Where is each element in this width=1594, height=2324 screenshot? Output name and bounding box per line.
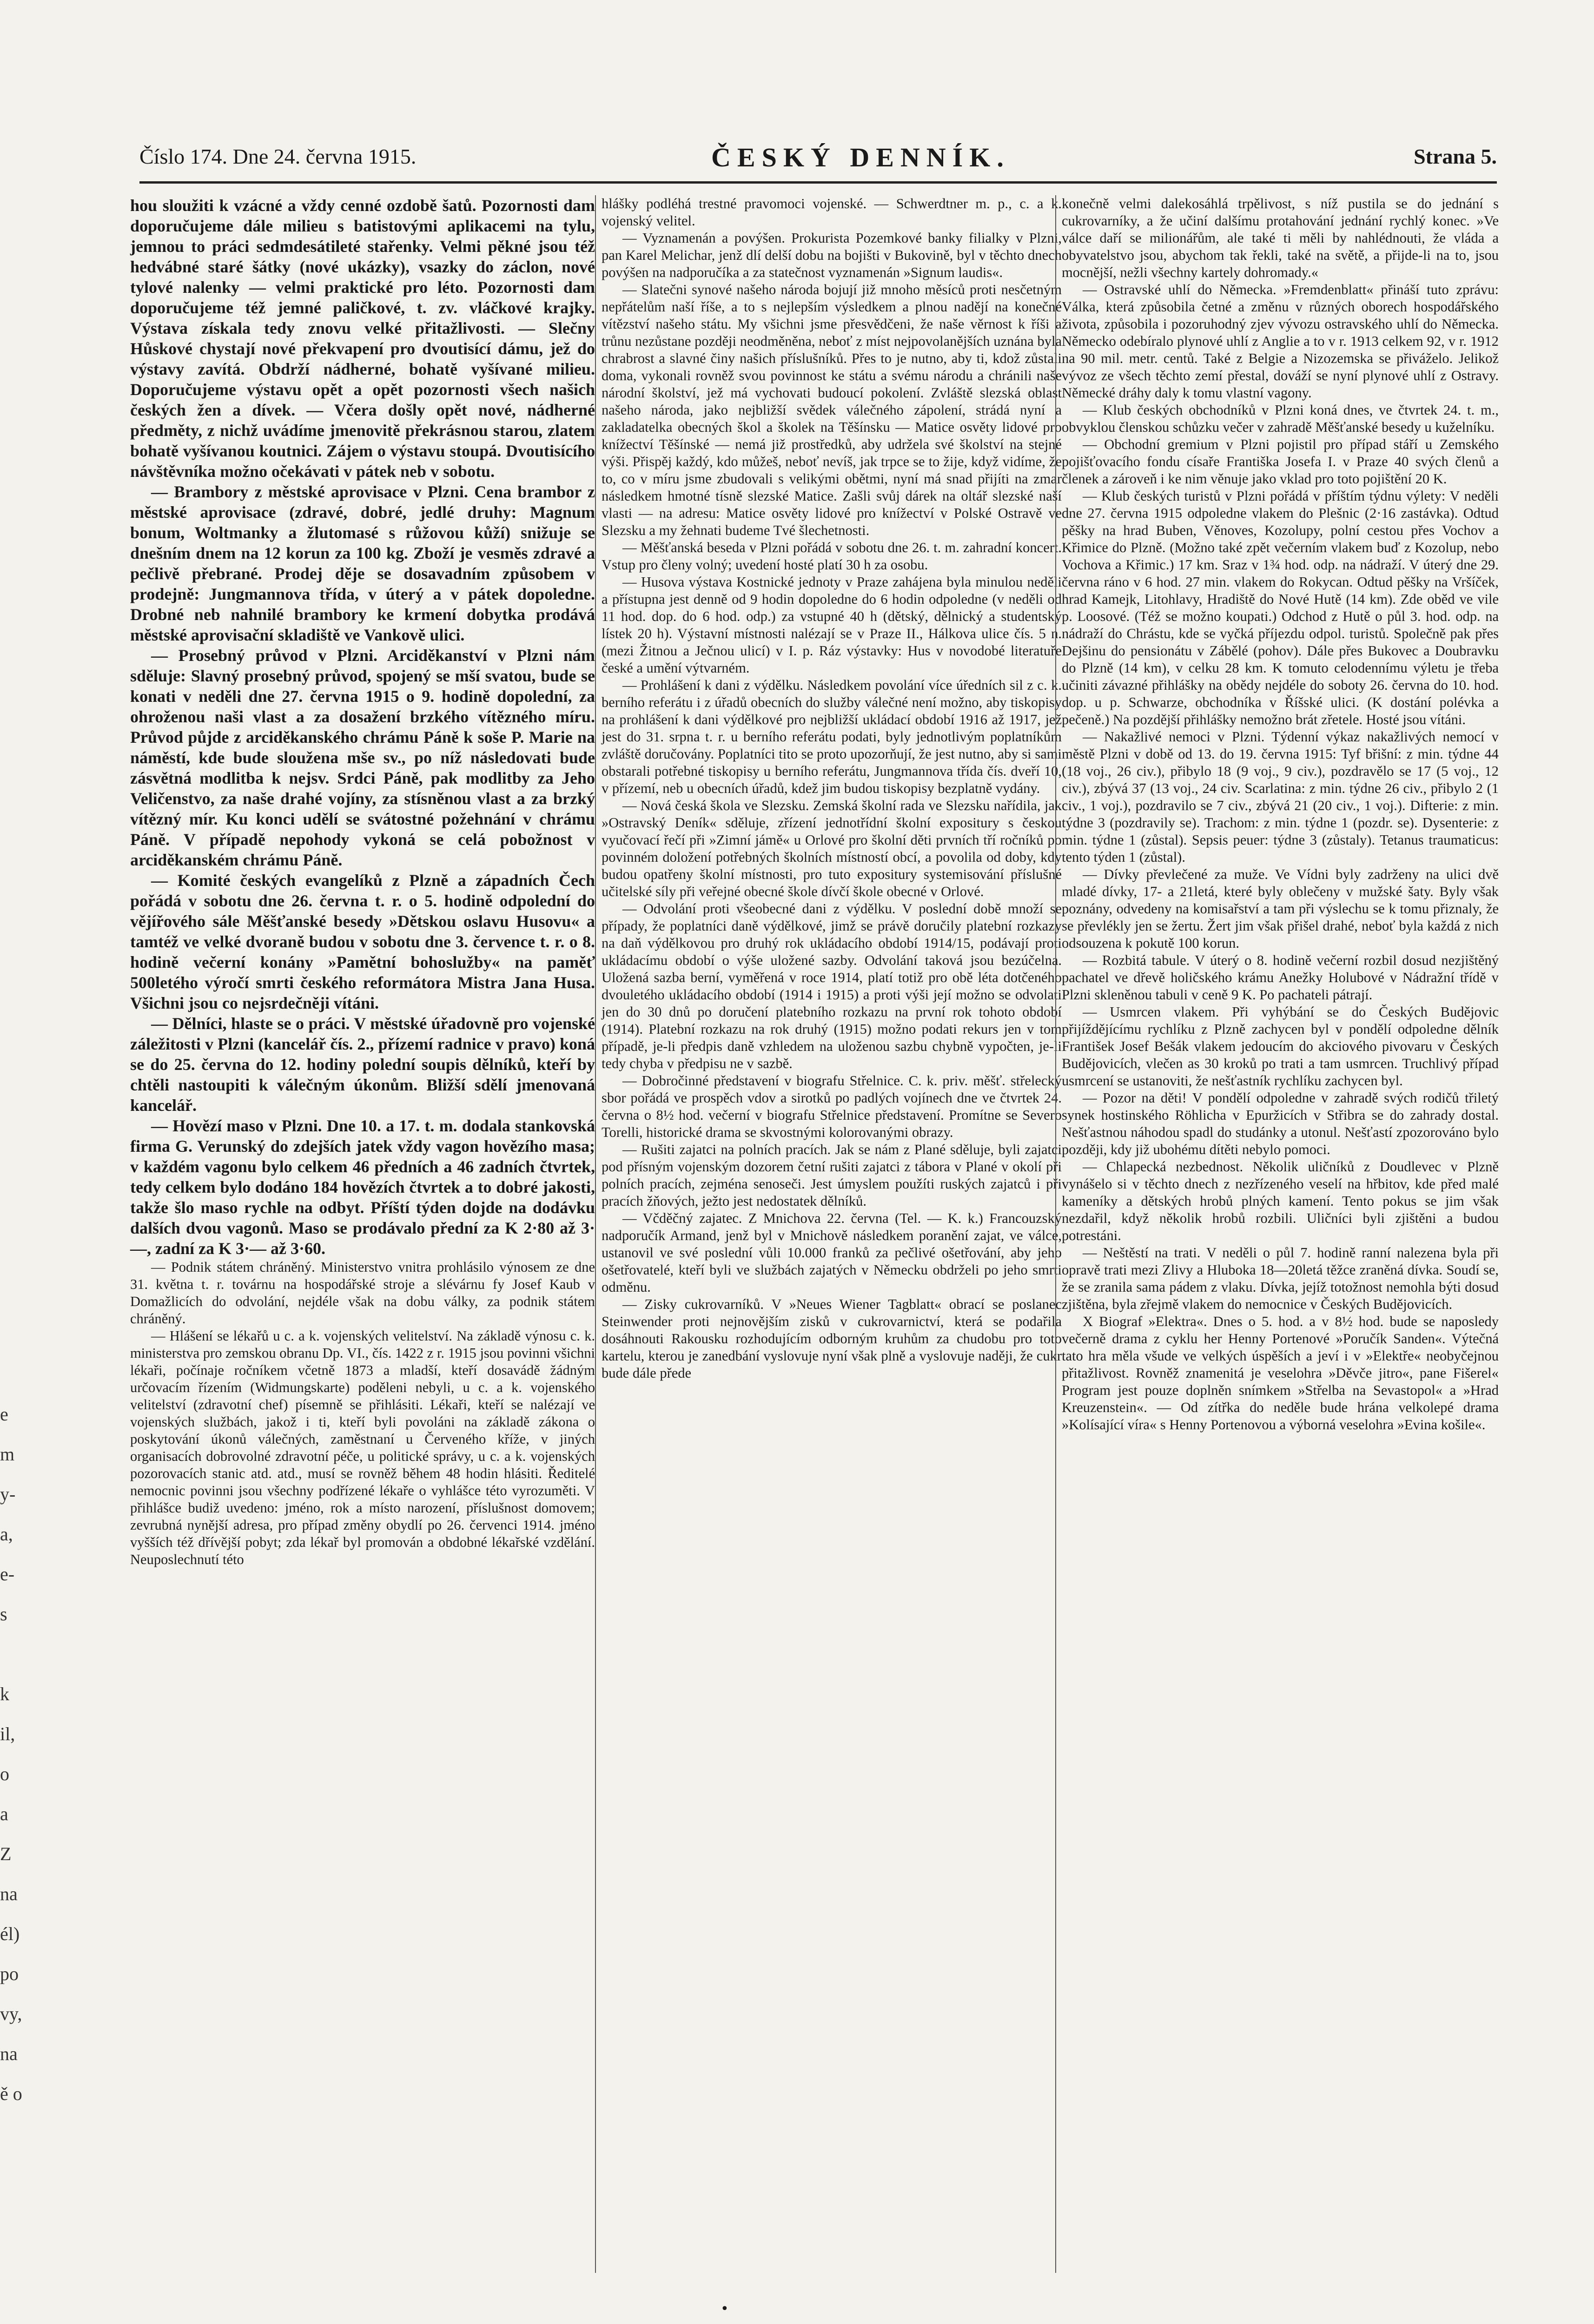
column-2 — [595, 195, 1062, 2273]
article-paragraph: — Podnik státem chráněný. Ministerstvo vnitra prohlásilo výnosem ze dne 31. května t. r. továrnu na hospodářské stroje a slévárnu fy Josef Kaub v Domažlicích do odvolání, nejdéle však na dobu války, za podnik státem chráněný. — [130, 1259, 595, 1327]
margin-glyph: m — [0, 1444, 15, 1465]
article-paragraph: — Pozor na děti! V pondělí odpoledne v zahradě svých rodičů třiletý synek hostinského Röhlicha v Epuržicích v Střibra se do zahrady dostal. Nešťastnou náhodou spadl do studánky a utonul. Nešťastí zpozorováno bylo později, kdy již ubohému dítěti nebylo pomoci. — [1062, 1090, 1499, 1157]
article-paragraph: — Prohlášení k dani z výdělku. Následkem povolání více úředních sil z c. k. berního referátu i z úřadů obecních do služby válečné není možno, aby tiskopisy na prohlášení k dani výdělkové pro nejbližší ukládací období 1916 až 1917, jež jest do 31. srpna t. r. u berního referátu podati, byly jednotlivým poplatníkům zvláště doručovány. Poplatníci tito se proto upozorňují, že jest nutno, aby si sami obstarali potřebné tiskopisy u berního referátu, Jungmannova třída čís. dveří 10, v přízemí, neb u obecních úřadů, kdež jim budou tiskopisy bezplatně vydány. — [602, 677, 1062, 796]
margin-glyph: k — [0, 1684, 9, 1704]
page-header — [139, 139, 1497, 184]
article-paragraph: — Usmrcen vlakem. Při vyhýbání se do Českých Budějovic přijíždějícímu rychlíku z Plzně zachycen byl v pondělí odpoledne dělník František Josef Bešák vlakem jedoucím do akciového pivovaru v Českých Budějovicích, vlečen as 30 kroků po trati a tam usmrcen. Truchlivý případ usmrcení se ustanoviti, že nešťastník rychlíku zachycen byl. — [1062, 1004, 1499, 1089]
issue-info: Číslo 174. Dne 24. června 1915. — [139, 145, 417, 168]
article-paragraph: — Brambory z městské aprovisace v Plzni. Cena brambor z městské aprovisace (zdravé, dobré, jedlé druhy: Magnum bonum, Woltmanky a žlutomasé s růžovou kůží) snižuje se dnešním dnem na 12 korun za 100 kg. Zboží je vesměs zdravé a pečlivě přebrané. Prodej děje se dosavadním způsobem v prodejně: Jungmannova třída, v úterý a v pátek dopoledne. Drobné neb nahnilé brambory ke krmení dobytka prodává městské aprovisační skladiště ve Vankově ulici. — [130, 482, 595, 644]
margin-glyph: po — [0, 1963, 19, 1984]
margin-glyph: vy, — [0, 2003, 22, 2024]
article-paragraph: — Obchodní gremium v Plzni pojistil pro případ stáří u Zemského pojišťovacího fondu císaře Františka Josefa I. v Praze 40 svých členů a členek a zároveň i ke nim věnuje jako vklad pro toto pojištění 20 K. — [1062, 436, 1499, 487]
margin-glyph: él) — [0, 1923, 20, 1944]
article-paragraph: — Dělníci, hlaste se o práci. V městské úřadovně pro vojenské záležitosti v Plzni (kancelář čís. 2., přízemí radnice v pravo) koná se do 25. června do 12. hodiny polední soupis dělníků, kteří by chtěli nastoupiti k válečným úkonům. Bližší sdělí jmenovaná kancelář. — [130, 1014, 595, 1115]
margin-glyph — [0, 1634, 28, 1674]
article-paragraph: hou sloužiti k vzácné a vždy cenné ozdobě šatů. Pozornosti dam doporučujeme dále milieu s batistovými aplikacemi na tylu, jemnou to práci sedmdesátileté stařenky. Velmi pěkné jsou též hedvábné staré šátky (nové ukázky), vsazky do záclon, nové tylové nalenky — velmi praktické pro léto. Pozornosti dam doporučujeme též jemné paličkové, t. zv. vláčkové krajky. Výstava získala tedy znovu velké přitažlivosti. — Slečny Hůskové chystají nové překvapení pro dvoutisící dámu, jež do výstavy zavítá. Obdrží nádherné, bohatě vyšívané milieu. Doporučujeme výstavu opět a opět pozornosti všech našich českých žen a dívek. — Včera došly opět nové, nádherné předměty, z nichž uvádíme jmenovitě překrásnou starou, zlatem bohatě vyšívanou koutnici. Zájem o výstavu stoupá. Dvoutisícího návštěvníka možno očekávati v pátek neb v sobotu. — [130, 196, 595, 481]
margin-glyph: y- — [0, 1484, 16, 1505]
column-3 — [1055, 195, 1499, 2273]
margin-glyph: il, — [0, 1723, 15, 1744]
bottom-mark: • — [721, 2301, 729, 2317]
article-paragraph: — Klub českých turistů v Plzni pořádá v příštím týdnu výlety: V neděli dne 27. června 1915 odpoledne vlakem do Plešnic (2·16 zastávka). Odtud pěšky na hrad Buben, Věnoves, Kozolupy, polní cestou přes Vochov a Křimice do Plzně. (Možno také zpět večerním vlakem buď z Kozolup, nebo Vochova a Křimic.) 17 km. Sraz v 1¾ hod. odp. na nádraží. V úterý dne 29. června ráno v 6 hod. 27 min. vlakem do Rokycan. Odtud pěšky na Vršíček, hrad Kamejk, Litohlavy, Hradiště do Nové Hutě (14 km). Zde oběd ve vile p. Loosové. (Též se možno koupati.) Odchod z Hutě o půl 3. hod. odp. na nádraží do Chrástu, kde se vyčká příjezdu odpol. turistů. Společně pak přes Dejšinu do pensionátu v Zábělé (pohov). Dále přes Bukovec a Doubravku do Plzně (14 km), v celku 28 km. K tomuto celodennímu výletu je třeba učiniti závazné přihlášky na obědy nejdéle do soboty 26. června do 10. hod. dop. u p. Schwarze, obchodníka v Říšské ulici. (K dostání polévka a pečeně.) Na pozdější přihlášky nemožno brát zřetele. Hosté jsou vítáni. — [1062, 488, 1499, 727]
article-paragraph: — Nová česká škola ve Slezsku. Zemská školní rada ve Slezsku nařídila, jak »Ostravský Deník« sděluje, zřízení jednotřídní školní expositury s českou vyučovací řečí při »Zimní jámě« u Orlové pro školní děti prvních tří ročníků po povinném doložení potřebných školních místností obcí, a povolila od doby, kdy budou opatřeny školní místnosti, pro tuto expositury systemisování příslušné učitelské síly při veřejné obecné škole dívčí škole obecné v Orlové. — [602, 798, 1062, 899]
margin-glyph: na — [0, 2043, 18, 2064]
article-paragraph: — Odvolání proti všeobecné dani z výdělku. V poslední době množí se případy, že poplatníci daně výdělkové, jimž se právě doručily platební rozkazy na daň výdělkovou pro druhý rok ukládacího období 1914/15, podávají proti ukládacímu období o výše uložené sazby. Odvolání taková jsou bezúčelna. Uložená sazba berní, vyměřená v roce 1914, platí totiž pro obě léta dotčeného dvouletého ukládacího období (1914 i 1915) a proti výši její možno se odvolati jen do 30 dnů po doručení platebního rozkazu na první rok tohoto období (1914). Platební rozkazu na rok druhý (1915) možno podati rekurs jen v tom případě, je-li předpis daně vzhledem na uloženou sazbu chybně vypočten, je-li tedy chyba v předpisu ne v sazbě. — [602, 901, 1062, 1071]
article-paragraph: — Dívky převlečené za muže. Ve Vídni byly zadrženy na ulici dvě mladé dívky, 17- a 21letá, které byly oblečeny v mužské šaty. Byly však poznány, odvedeny na komisařství a tam při výslechu se k tomu přiznaly, že se převlékly jen se žertu. Žert jim však přišel drahé, neboť byla každá z nich odsouzena k pokutě 100 korun. — [1062, 866, 1499, 951]
column-1 — [130, 195, 595, 2273]
margin-glyph: a — [0, 1803, 8, 1824]
article-paragraph: — Klub českých obchodníků v Plzni koná dnes, ve čtvrtek 24. t. m., obvyklou členskou schůzku večer v zahradě Měšťanské besedy u kuželníku. — [1062, 402, 1499, 435]
margin-glyph: ě o — [0, 2083, 22, 2104]
margin-glyph: e- — [0, 1564, 15, 1585]
article-paragraph: — Rozbitá tabule. V úterý o 8. hodině večerní rozbil dosud nezjištěný pachatel ve dřevě holičského krámu Anežky Holubové v Nádražní třídě v Plzni skleněnou tabuli v ceně 9 K. Po pachateli pátrají. — [1062, 952, 1499, 1003]
article-paragraph: — Slatečni synové našeho národa bojují již mnoho měsíců proti nesčetným nepřátelům naší říše, a to s nejlepším výsledkem a plnou nadějí na konečné vítězství našeho státu. My všichni jsme přesvědčeni, že naše věrnost k říši a trůnu nezůstane později neodměněna, neboť z míst nejpovolanějších uznána byla chrabrost a slavné činy našich příslušníků. Přes to je nutno, aby ti, kdož zůstali doma, vykonali rovněž svou povinnost ke státu a svému národu a chránili naše národní školství, jež má vychovati budoucí pokolení. Zvláště slezská oblast našeho národa, jako nejbližší svědek válečného zápolení, strádá nyní a zakladatelka obecných škol a školek na Těšínsku — Matice osvěty lidové pro knížectví Těšínské — nemá již prostředků, aby udržela své školství na stejné výši. Přispěj každý, kdo můžeš, neboť nevíš, jak trpce se to žije, když vidíme, že to, co v míru jsme zbudovali s velikými obětmi, nyní má snad přijíti na zmar následkem hmotné tísně slezské Matice. Zašli svůj dárek na oltář slezské naší vlasti — na adresu: Matice osvěty lidové pro knížectví v Polské Ostravě ve Slezsku a my žehnati budeme Tvé šlechetnosti. — [602, 282, 1062, 538]
article-paragraph: — Včděčný zajatec. Z Mnichova 22. června (Tel. — K. k.) Francouzský nadporučík Armand, jenž byl v Mnichově následkem poranění zajat, ve válce, ustanovil ve své poslední vůli 10.000 franků za pečlivé ošetřování, aby jeho ošetřovatelé, kteří byli ve službách zajatých v Německu obdrželi po jeho smrti odměnu. — [602, 1210, 1062, 1295]
article-paragraph: — Komité českých evangelíků z Plzně a západních Čech pořádá v sobotu dne 26. června t. r. o 5. hodině odpolední do vějířového sále Měšťanské besedy »Dětskou oslavu Husovu« a tamtéž ve velké dvoraně budou v sobotu dne 3. července t. r. o 8. hodině večerní konány »Pamětní bohoslužby« na paměť 500letého výročí smrti českého reformátora Mistra Jana Husa. Všichni jsou co nejsrdečněji vítáni. — [130, 871, 595, 1012]
article-paragraph: — Ostravské uhlí do Německa. »Fremdenblatt« přináší tuto zprávu: Válka, která způsobila četné a změnu v různých oborech hospodářského života, způsobila i pozoruhodný zjev vývozu ostravského uhlí do Německa. Německo odebíralo plynové uhlí z Anglie a to v r. 1913 celkem 92, v r. 1912 na 90 mil. metr. centů. Také z Belgie a Nizozemska se přiváželo. Jelikož vývoz ze všech těchto zemí přestal, dováží se nyní plynové uhlí z Ostravy. Německé dráhy daly k tomu vlastní vagony. — [1062, 282, 1499, 401]
margin-glyph: s — [0, 1604, 7, 1624]
article-paragraph: — Hovězí maso v Plzni. Dne 10. a 17. t. m. dodala stankovská firma G. Verunský do zdejších jatek vždy vagon hovězího masa; v každém vagonu bylo celkem 46 předních a 46 zadních čtvrtek, tedy celkem bylo dodáno 184 hovězích čtvrtek a to dobré jakosti, takže šlo maso rychle na odbyt. Příští týden dojde na dodávku dalších dvou vagonů. Maso se prodávalo přední za K 2·80 až 3·—, zadní za K 3·— až 3·60. — [130, 1116, 595, 1258]
article-paragraph: X Biograf »Elektra«. Dnes o 5. hod. a v 8½ hod. bude se naposledy večerně drama z cyklu her Henny Portenové »Poručík Sanden«. Výtečná tato hra měla všude ve velkých úspěších a jeví i v »Elektře« neobyčejnou přitažlivost. Rovněž znamenitá je veselohra »Děvče jitro«, pane Fišerel« Program jest pouze doplněn snímkem »Střelba na Sevastopol« a »Hrad Kreuzenstein«. — Od zítřka do neděle bude hrána velkolepé drama »Kolísající víra« s Henny Portenovou a výborná veselohra »Evina košile«. — [1062, 1314, 1499, 1433]
article-paragraph: — Prosebný průvod v Plzni. Arciděkanství v Plzni nám sděluje: Slavný prosebný průvod, spojený se mší svatou, bude se konati v neděli dne 27. června 1915 o 9. hodině dopolední, za ohroženou naši vlast a za dosažení brzkého vítězného míru. Průvod půjde z arciděkanského chrámu Páně k soše P. Marie na náměstí, kde bude sloužena mše sv., po níž následovati bude zásvětná modlitba k nejsv. Srdci Páně, pak modlitby za Jeho Veličenstvo, za naše drahé vojíny, za stísněnou vlast a za brzký vítězný mír. Ku konci udělí se svátostné požehnání v chrámu Páně. V případě nepohody vykoná se celá pobožnost v arciděkanském chrámu Páně. — [130, 646, 595, 869]
article-paragraph: — Měšťanská beseda v Plzni pořádá v sobotu dne 26. t. m. zahradní koncert. Vstup pro členy volný; uvedení hosté platí 30 h za osobu. — [602, 540, 1062, 573]
left-margin-bleed — [0, 1394, 28, 2104]
article-paragraph: — Nakažlivé nemoci v Plzni. Týdenní výkaz nakažlivých nemocí v městě Plzni v době od 13. do 19. června 1915: Tyf břišní: z min. týdne 44 (18 voj., 26 civ.), přibylo 18 (9 voj., 9 civ.), pozdravělo se 17 (5 voj., 12 civ.), zbývá 37 (13 voj., 24 civ. Scarlatina: z min. týdne 26 civ., přibylo 2 (1 civ., 1 voj.), pozdravilo se 7 civ., zbývá 21 (20 civ., 1 voj.). Difterie: z min. týdne 3 (pozdravily se). Trachom: z min. týdne 1 (pozdr. se). Dysenterie: z min. týdne 1 (zůstal). Sepsis peuer: týdne 3 (zůstaly). Tetanus traumaticus: tento týden 1 (zůstal). — [1062, 729, 1499, 865]
margin-glyph: e — [0, 1404, 8, 1425]
article-paragraph: — Zisky cukrovarníků. V »Neues Wiener Tagblatt« obrací se poslanec Steinwender proti nejnovějším zisků v cukrovarnictví, která se podařila dosáhnouti Rakousku rozhodujícím odborným kruhům za chudobu pro toto kartelu, kterou je zanedbání vyslovuje nyní však plně a vyslovuje naději, že cukr bude dále přede — [602, 1296, 1062, 1381]
newspaper-title: ČESKÝ DENNÍK. — [711, 142, 1010, 172]
article-paragraph: — Vyznamenán a povýšen. Prokurista Pozemkové banky filialky v Plzni, pan Karel Melichar, jenž dlí delší dobu na bojišti v Bukovině, byl v těchto dnech povýšen na nadporučíka a za statečnost vyznamenán »Signum laudis«. — [602, 230, 1062, 280]
article-paragraph: — Hlášení se lékařů u c. a k. vojenských velitelství. Na základě výnosu c. k. ministerstva pro zemskou obranu Dp. VI., čís. 1422 z r. 1915 jsou povinni všichni lékaři, počínaje ročníkem včetně 1873 a mladší, kteří dosavádě žádným určovacím řízením (Widmungskarte) poděleni nebyli, u c. a k. vojenského velitelství (zdravotní chef) písemně se přihlásiti. Lékaři, kteří se nalézají ve vojenských službách, jakož i ti, kteří byli povoláni na základě zákona o poskytování úkonů válečných, zaměstnaní u Červeného kříže, v jiných organisacích dobrovolné zdravotní péče, u politické správy, u c. a k. vojenských pozorovacích stanic atd. atd., musí se rovněž během 48 hodin hlásiti. Ředitelé nemocnic povinni jsou všechny podřízené lékaře o vyhlášce této vyrozuměti. V přihlášce budiž uvedeno: jméno, rok a místo narození, příslušnost domovem; zevrubná nynější adresa, pro případ změny obydlí po 26. červenci 1914. jméno vyšších též dřívější pobyt; zda lékař byl promován a obdobné lékařské vzdělání. Neuposlechnutí této — [130, 1328, 595, 1567]
article-paragraph: — Husova výstava Kostnické jednoty v Praze zahájena byla minulou neděli a přístupna jest denně od 9 hodin dopoledne do 6 hodin odpoledne (v neděli od 11 hod. dop. do 6 hod. odp.) za vstupné 40 h (dětský, dělnický a studentský lístek 20 h). Výstavní místnosti nalézají se v Praze II., Hálkova ulice čís. 5 n. (mezi Žitnou a Ječnou ulicí) v I. p. Ráz výstavky: Hus v novodobé literatuře české a umění výtvarném. — [602, 574, 1062, 676]
margin-glyph: a, — [0, 1524, 13, 1545]
margin-glyph: Z — [0, 1843, 12, 1864]
article-paragraph: — Chlapecká nezbednost. Několik uličníků z Doudlevec v Plzně vynášelo si v těchto dnech z nezřízeného veselí na hřbitov, kde před malé kameníky a dětských hrobů plných kamení. Tento pokus se jim však nezdařil, když několik hrobů rozbili. Uličníci byli zjištěni a budou potrestáni. — [1062, 1159, 1499, 1243]
article-paragraph: hlášky podléhá trestné pravomoci vojenské. — Schwerdtner m. p., c. a k. vojenský velitel. — [602, 196, 1062, 229]
margin-glyph: na — [0, 1883, 18, 1904]
page-number: Strana 5. — [1414, 145, 1497, 168]
article-paragraph: — Dobročinné představení v biografu Střelnice. C. k. priv. měšť. střelecký sbor pořádá ve prospěch vdov a sirotků po padlých vojínech dne ve čtvrtek 24. června o 8½ hod. večerní v biografu Střelnice představení. Promítne se Severo Torelli, historické drama se skvostnými kolorovanými obrazy. — [602, 1073, 1062, 1140]
margin-glyph: o — [0, 1763, 9, 1784]
article-paragraph: konečně velmi dalekosáhlá trpělivost, s níž pustila se do jednání s cukrovarníky, a že učiní dalšímu protahování jednání rychlý konec. »Ve válce daří se milionářům, ale také ti měli by nahlédnouti, že vláda a obyvatelstvo jsou, abychom tak řekli, také na světě, a přijde-li na to, jsou mocnější, nežli všechny kartely dohromady.« — [1062, 196, 1499, 280]
article-paragraph: — Neštěstí na trati. V neděli o půl 7. hodině ranní nalezena byla při opravě trati mezi Zlivy a Hluboka 18—20letá těžce zraněná dívka. Soudí se, že se zranila sama pádem z vlaku. Dívka, jejíž totožnost nemohla býti dosud zjištěna, byla zřejmě vlakem do nemocnice v Českých Budějovicích. — [1062, 1245, 1499, 1312]
article-paragraph: — Rušiti zajatci na polních pracích. Jak se nám z Plané sděluje, byli zajatci pod přísným vojenským dozorem četní rušiti zajatci z tábora v Plané v okolí při polních pracích, zejména senoseči. Jest úmyslem použíti ruských zajatců i při pracích žňových, ježto jest nedostatek dělníků. — [602, 1142, 1062, 1209]
